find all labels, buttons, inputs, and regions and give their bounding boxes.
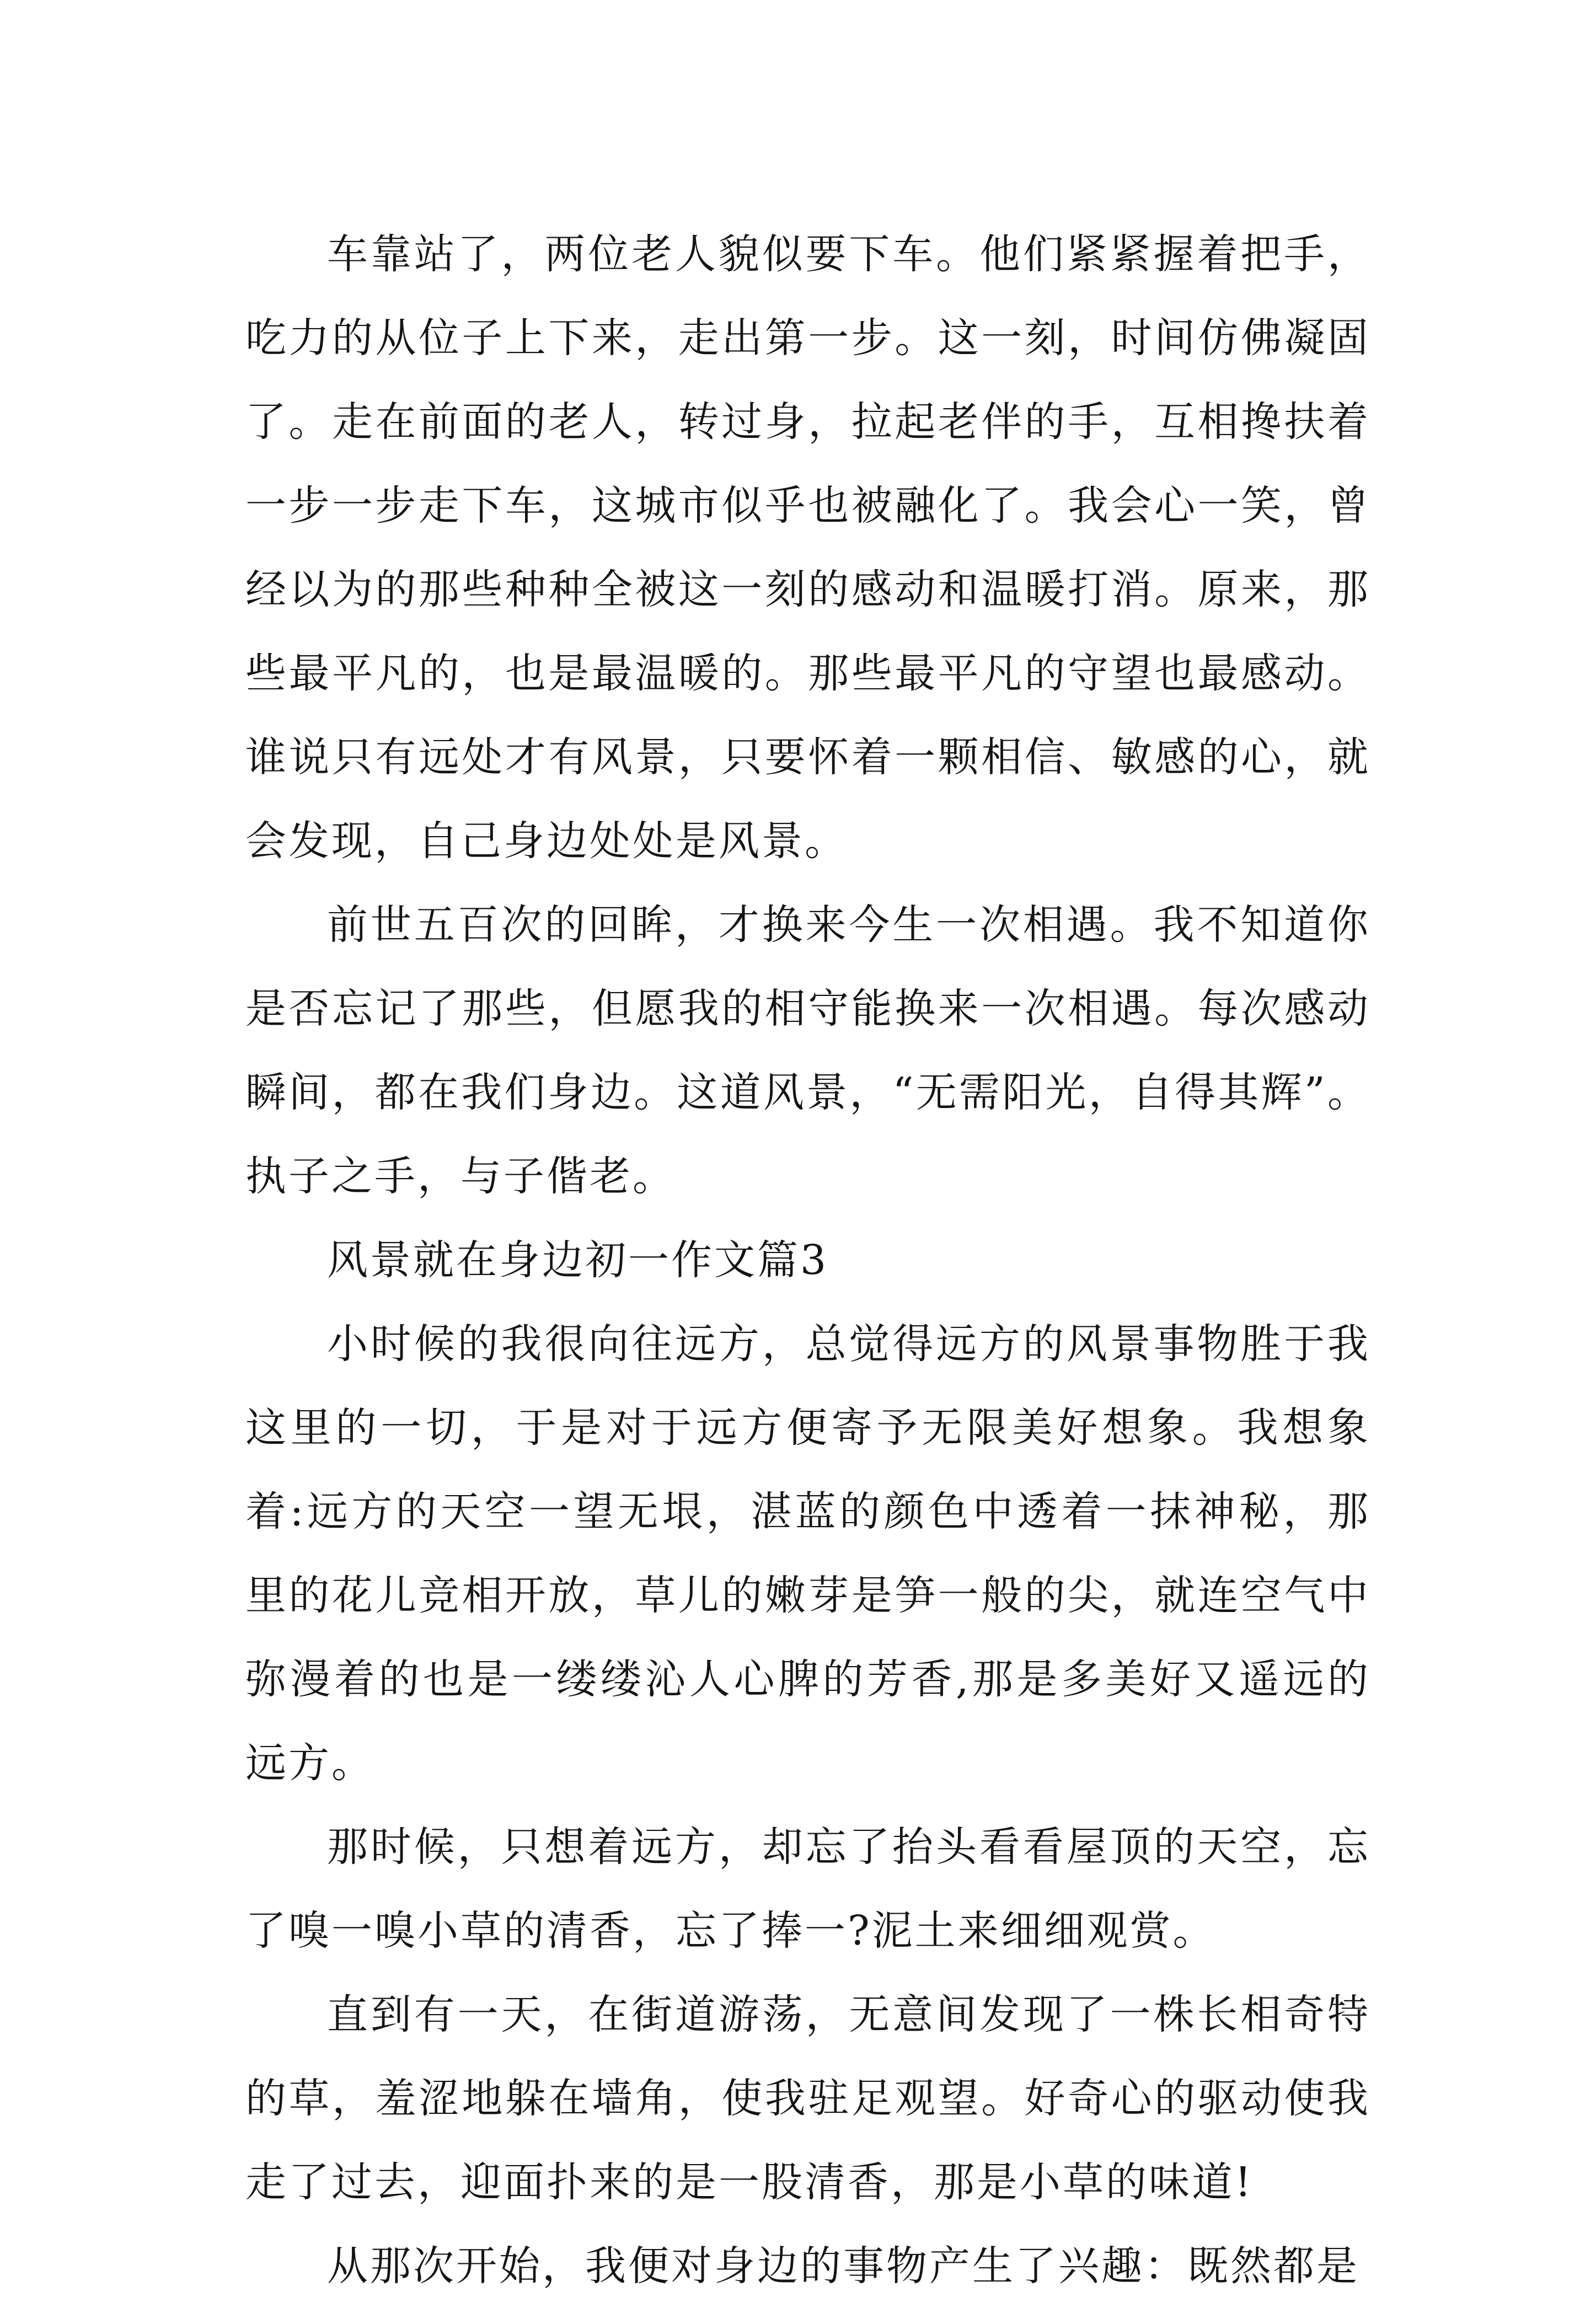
section-title: 风景就在身边初一作文篇3	[327, 1236, 829, 1284]
paragraph: 车靠站了，两位老人貌似要下车。他们紧紧握着把手，吃力的从位子上下来，走出第一步。这一刻，时间仿佛凝固了。走在前面的老人，转过身，拉起老伴的手，互相搀扶着一步一步走下车，这城市似乎也被融化了。我会心一笑，曾经以为的那些种种全被这一刻的感动和温暖打消。原来，那些最平凡的，也是最温暖的。那些最平凡的守望也最感动。谁说只有远处才有风景，只要怀着一颗相信、敏感的心，就会发现，自己身边处处是风景。	[245, 231, 1370, 865]
document-body	[245, 212, 1370, 2308]
paragraph: 直到有一天，在街道游荡，无意间发现了一株长相奇特的草，羞涩地躲在墙角，使我驻足观望。好奇心的驱动使我走了过去，迎面扑来的是一股清香，那是小草的味道!	[245, 1991, 1370, 2206]
paragraph: 从那次开始，我便对身边的事物产生了兴趣：既然都是	[327, 2242, 1359, 2290]
paragraph: 那时候，只想着远方，却忘了抬头看看屋顶的天空，忘了嗅一嗅小草的清香，忘了捧一?泥土来细细观赏。	[245, 1823, 1370, 1954]
paragraph: 小时候的我很向往远方，总觉得远方的风景事物胜于我这里的一切，于是对于远方便寄予无限美好想象。我想象着:远方的天空一望无垠，湛蓝的颜色中透着一抹神秘，那里的花儿竞相开放，草儿的嫩芽是笋一般的尖，就连空气中弥漫着的也是一缕缕沁人心脾的芳香,那是多美好又遥远的远方。	[245, 1320, 1370, 1787]
paragraph: 前世五百次的回眸，才换来今生一次相遇。我不知道你是否忘记了那些，但愿我的相守能换来一次相遇。每次感动瞬间，都在我们身边。这道风景，“无需阳光，自得其辉”。执子之手，与子偕老。	[245, 901, 1370, 1200]
